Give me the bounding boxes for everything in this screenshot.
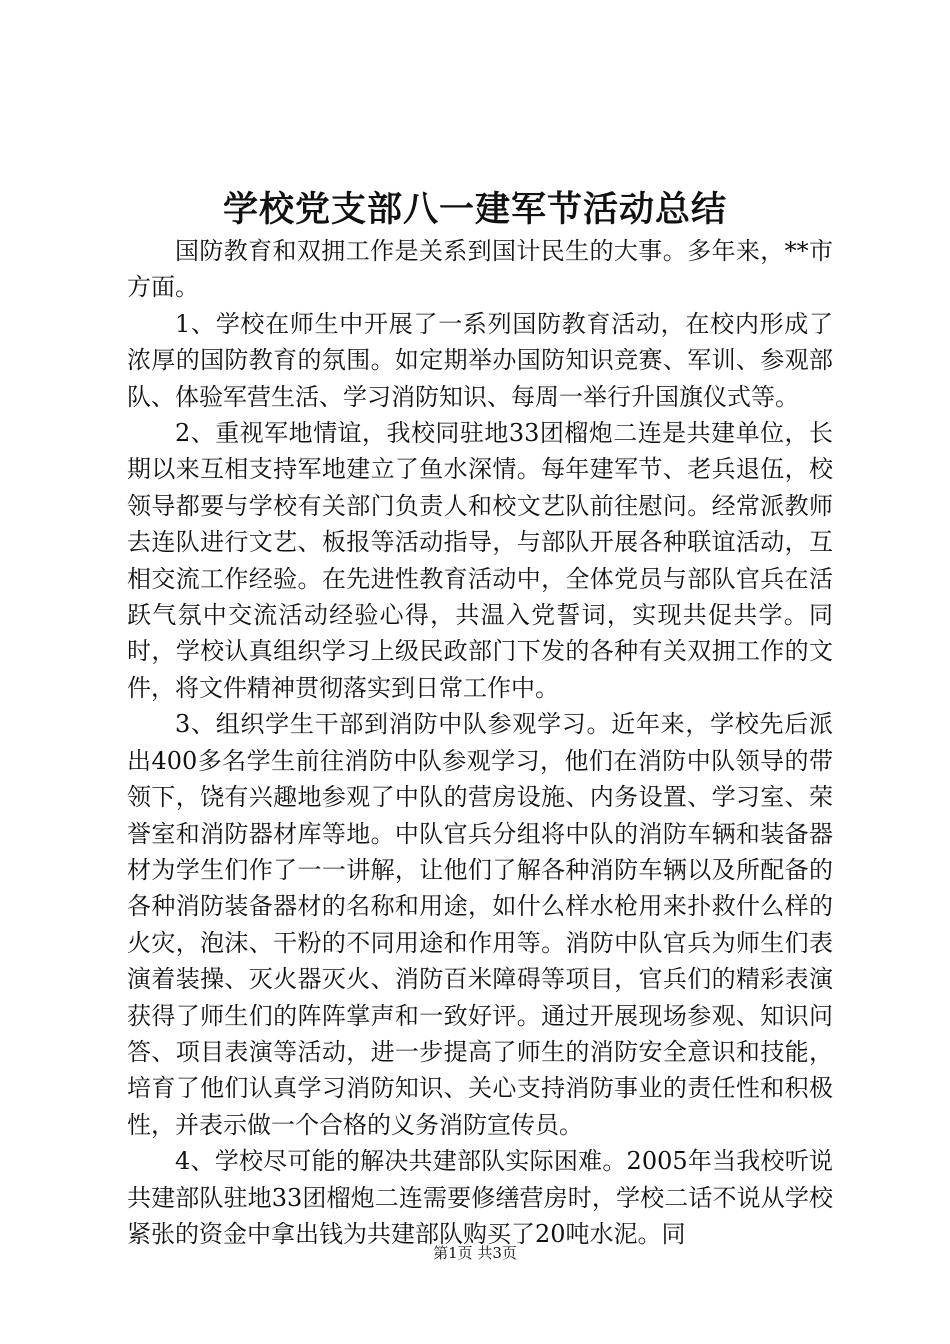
paragraph-1: 1、学校在师生中开展了一系列国防教育活动，在校内形成了浓厚的国防教育的氛围。如定期举办国防知识竞赛、军训、参观部队、体验军营生活、学习消防知识、每周一举行升国旗仪式等。 bbox=[127, 309, 833, 411]
paragraph-intro: 国防教育和双拥工作是关系到国计民生的大事。多年来，**市方面。 bbox=[127, 237, 833, 302]
paragraph-3: 3、组织学生干部到消防中队参观学习。近年来，学校先后派出400多名学生前往消防中队参观学习，他们在消防中队领导的带领下，饶有兴趣地参观了中队的营房设施、内务设置、学习室、荣誉室和消防器材库等地。中队官兵分组将中队的消防车辆和装备器材为学生们作了一一讲解，让他们了解各种消防车辆以及所配备的各种消防装备器材的名称和用途，如什么样水枪用来扑救什么样的火灾，泡沫、干粉的不同用途和作用等。消防中队官兵为师生们表演着装操、灭火器灭火、消防百米障碍等项目，官兵们的精彩表演获得了师生们的阵阵掌声和一致好评。通过开展现场参观、知识问答、项目表演等活动，进一步提高了师生的消防安全意识和技能，培育了他们认真学习消防知识、关心支持消防事业的责任性和积极性，并表示做一个合格的义务消防宣传员。 bbox=[127, 710, 833, 1139]
paragraph-4: 4、学校尽可能的解决共建部队实际困难。2005年当我校听说共建部队驻地33团榴炮二连需要修缮营房时，学校二话不说从学校紧张的资金中拿出钱为共建部队购买了20吨水泥。同 bbox=[127, 1147, 833, 1248]
paragraph-2: 2、重视军地情谊，我校同驻地33团榴炮二连是共建单位，长期以来互相支持军地建立了鱼水深情。每年建军节、老兵退伍，校领导都要与学校有关部门负责人和校文艺队前往慰问。经常派教师去连队进行文艺、板报等活动指导，与部队开展各种联谊活动，互相交流工作经验。在先进性教育活动中，全体党员与部队官兵在活跃气氛中交流活动经验心得，共温入党誓词，实现共促共学。同时，学校认真组织学习上级民政部门下发的各种有关双拥工作的文件，将文件精神贯彻落实到日常工作中。 bbox=[127, 419, 833, 702]
document-title: 学校党支部八一建军节活动总结 bbox=[222, 189, 727, 230]
page-number-footer: 第1页 共3页 bbox=[433, 1244, 517, 1262]
document-body bbox=[127, 233, 833, 1252]
